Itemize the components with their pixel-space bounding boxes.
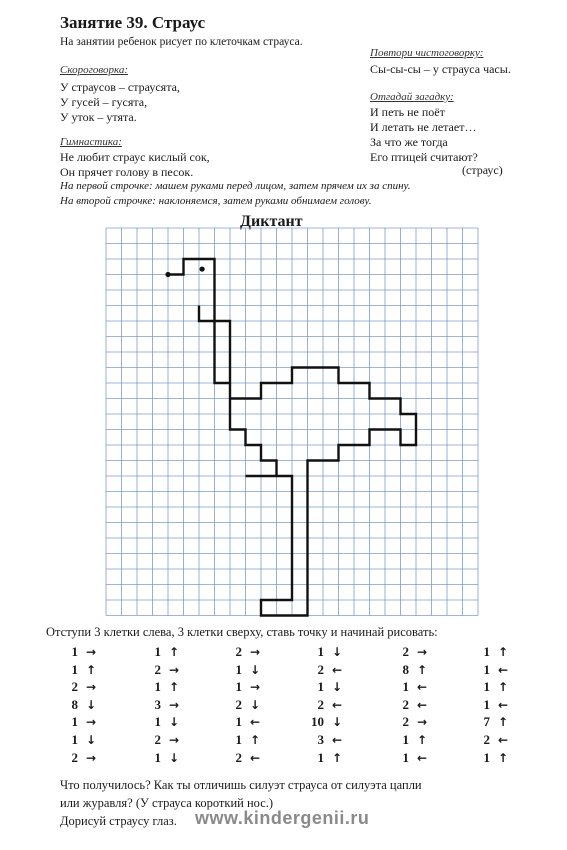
dictation-step <box>60 732 96 749</box>
dictation-step <box>224 750 260 767</box>
dictation-instruction: Отступи 3 клетки слева, 3 клетки сверху, ставь точку и начинай рисовать: <box>46 625 438 639</box>
step-count: 2 <box>154 732 161 747</box>
gymnastics-note: На первой строчке: машем руками перед лицом, затем прячем их за спину. <box>60 180 411 192</box>
step-count: 1 <box>402 679 409 695</box>
dictation-step <box>391 644 427 661</box>
step-count: 1 <box>483 644 490 659</box>
dictation-step <box>306 662 342 679</box>
step-count: 1 <box>483 749 490 765</box>
step-count: 1 <box>317 644 324 659</box>
dictation-step <box>306 732 342 749</box>
step-count: 10 <box>311 714 324 730</box>
step-count: 2 <box>71 679 78 695</box>
step-arrow-icon: ↓ <box>250 697 261 712</box>
dictation-step <box>391 697 427 714</box>
site-watermark: www.kindergenii.ru <box>195 808 370 828</box>
step-count: 1 <box>235 679 242 695</box>
step-count: 3 <box>154 696 161 712</box>
dictation-step <box>472 697 508 714</box>
riddle-line: И петь не поёт <box>370 105 445 119</box>
dictation-step <box>391 662 427 679</box>
step-count: 7 <box>483 714 490 730</box>
dictation-step <box>60 750 96 767</box>
question-line: Дорисуй страусу глаз. <box>60 814 177 828</box>
step-arrow-icon: ↓ <box>332 680 343 695</box>
step-count: 2 <box>235 749 242 765</box>
step-count: 2 <box>154 661 161 677</box>
step-count: 1 <box>235 732 242 747</box>
step-arrow-icon: ↑ <box>498 680 509 695</box>
question-line: или журавля? (У страуса короткий нос.) <box>60 796 274 810</box>
step-arrow-icon: → <box>86 645 97 659</box>
step-count: 1 <box>71 732 78 747</box>
step-count: 2 <box>235 696 242 712</box>
tongue-twister-line: У уток – утята. <box>60 110 137 124</box>
step-arrow-icon: → <box>169 733 180 747</box>
step-arrow-icon: ↑ <box>169 645 180 659</box>
ostrich-eye <box>200 266 205 271</box>
dictation-step <box>306 697 342 714</box>
step-count: 1 <box>154 749 161 765</box>
chant-label: Повтори чистоговорку: <box>370 47 484 59</box>
step-arrow-icon: ↓ <box>332 715 343 730</box>
dictation-step <box>472 679 508 696</box>
step-arrow-icon: ← <box>332 733 343 747</box>
dictation-step <box>472 662 508 679</box>
step-arrow-icon: → <box>86 750 97 765</box>
dictation-step <box>143 714 179 731</box>
step-count: 1 <box>483 661 490 677</box>
step-arrow-icon: ↑ <box>332 750 343 765</box>
step-arrow-icon: ← <box>417 750 428 765</box>
dictation-step <box>224 662 260 679</box>
step-arrow-icon: ↑ <box>498 645 509 659</box>
step-count: 2 <box>402 696 409 712</box>
step-count: 2 <box>235 644 242 659</box>
step-arrow-icon: ↑ <box>417 733 428 747</box>
step-arrow-icon: → <box>417 715 428 730</box>
step-count: 2 <box>71 749 78 765</box>
dictation-step <box>391 714 427 731</box>
step-arrow-icon: ↓ <box>86 697 97 712</box>
step-count: 1 <box>71 661 78 677</box>
step-count: 1 <box>154 679 161 695</box>
dictation-step <box>143 732 179 749</box>
tongue-twister-line: У гусей – гусята, <box>60 95 148 109</box>
step-count: 8 <box>402 661 409 677</box>
step-arrow-icon: → <box>86 680 97 695</box>
step-arrow-icon: ← <box>498 697 509 712</box>
step-arrow-icon: ↓ <box>250 662 261 677</box>
dictation-step <box>472 714 508 731</box>
step-arrow-icon: → <box>169 662 180 677</box>
step-count: 1 <box>235 661 242 677</box>
gymnastics-note: На второй строчке: наклоняемся, затем руками обнимаем голову. <box>60 195 372 207</box>
dictation-step <box>143 679 179 696</box>
step-arrow-icon: ↑ <box>498 715 509 730</box>
step-count: 2 <box>402 714 409 730</box>
step-arrow-icon: ↓ <box>86 733 97 747</box>
dictation-step <box>472 750 508 767</box>
dictation-title: Диктант <box>240 213 303 230</box>
dictation-step <box>306 644 342 661</box>
step-count: 3 <box>317 732 324 747</box>
dictation-step <box>472 644 508 661</box>
step-count: 1 <box>317 749 324 765</box>
riddle-label: Отгадай загадку: <box>370 91 454 103</box>
step-count: 2 <box>317 661 324 677</box>
dictation-step <box>472 732 508 749</box>
dictation-step <box>224 714 260 731</box>
dictation-step <box>60 679 96 696</box>
step-arrow-icon: ← <box>498 662 509 677</box>
dictation-step <box>391 679 427 696</box>
step-arrow-icon: ← <box>332 697 343 712</box>
step-count: 1 <box>483 696 490 712</box>
step-arrow-icon: ↓ <box>169 750 180 765</box>
dictation-step <box>143 750 179 767</box>
dictation-step <box>143 662 179 679</box>
lesson-subtitle: На занятии ребенок рисует по клеточкам страуса. <box>60 36 303 48</box>
dictation-step <box>60 662 96 679</box>
step-arrow-icon: ← <box>250 715 261 730</box>
dictation-step <box>60 697 96 714</box>
step-count: 1 <box>317 679 324 695</box>
step-arrow-icon: → <box>250 680 261 695</box>
dictation-step <box>60 644 96 661</box>
riddle-line: И летать не летает… <box>370 120 477 134</box>
step-arrow-icon: ← <box>332 662 343 677</box>
step-count: 1 <box>154 644 161 659</box>
step-arrow-icon: ↑ <box>86 662 97 677</box>
step-count: 1 <box>235 714 242 730</box>
start-dot <box>165 272 170 277</box>
dictation-steps <box>0 644 567 774</box>
step-arrow-icon: ↑ <box>417 662 428 677</box>
step-arrow-icon: → <box>86 715 97 730</box>
step-arrow-icon: ↓ <box>332 645 343 659</box>
step-arrow-icon: ↓ <box>169 715 180 730</box>
step-arrow-icon: ↑ <box>169 680 180 695</box>
dictation-step <box>306 679 342 696</box>
step-arrow-icon: ← <box>498 733 509 747</box>
step-arrow-icon: ← <box>417 680 428 695</box>
tongue-twister-line: У страусов – страусята, <box>60 80 180 94</box>
step-count: 1 <box>71 714 78 730</box>
dictation-step <box>224 697 260 714</box>
dictation-step <box>143 697 179 714</box>
step-arrow-icon: ← <box>250 750 261 765</box>
dictation-step <box>224 732 260 749</box>
step-count: 1 <box>402 732 409 747</box>
lesson-title: Занятие 39. Страус <box>60 13 206 32</box>
step-arrow-icon: → <box>417 645 428 659</box>
step-count: 1 <box>71 644 78 659</box>
step-count: 1 <box>402 749 409 765</box>
step-arrow-icon: → <box>250 645 261 659</box>
dictation-step <box>306 750 342 767</box>
question-line: Что получилось? Как ты отличишь силуэт страуса от силуэта цапли <box>60 778 422 792</box>
gymnastics-line: Он прячет голову в песок. <box>60 165 194 179</box>
dictation-step <box>143 644 179 661</box>
step-arrow-icon: → <box>169 697 180 712</box>
step-count: 1 <box>154 714 161 730</box>
dictation-step <box>224 679 260 696</box>
riddle-line: Его птицей считают? <box>370 150 478 164</box>
tongue-twister-label: Скороговорка: <box>60 64 129 76</box>
step-arrow-icon: ← <box>417 697 428 712</box>
step-arrow-icon: ↑ <box>250 733 261 747</box>
step-count: 8 <box>71 696 78 712</box>
chant-line: Сы-сы-сы – у страуса часы. <box>370 62 511 76</box>
step-count: 1 <box>483 679 490 695</box>
dictation-step <box>224 644 260 661</box>
step-count: 2 <box>402 644 409 659</box>
gymnastics-line: Не любит страус кислый сок, <box>60 150 210 164</box>
dictation-step <box>60 714 96 731</box>
dictation-step <box>391 732 427 749</box>
dictation-step <box>391 750 427 767</box>
gymnastics-label: Гимнастика: <box>60 136 122 148</box>
step-arrow-icon: ↑ <box>498 750 509 765</box>
step-count: 2 <box>483 732 490 747</box>
dictation-step <box>306 714 342 731</box>
step-count: 2 <box>317 696 324 712</box>
riddle-line: За что же тогда <box>370 135 448 149</box>
riddle-answer: (страус) <box>462 163 503 177</box>
